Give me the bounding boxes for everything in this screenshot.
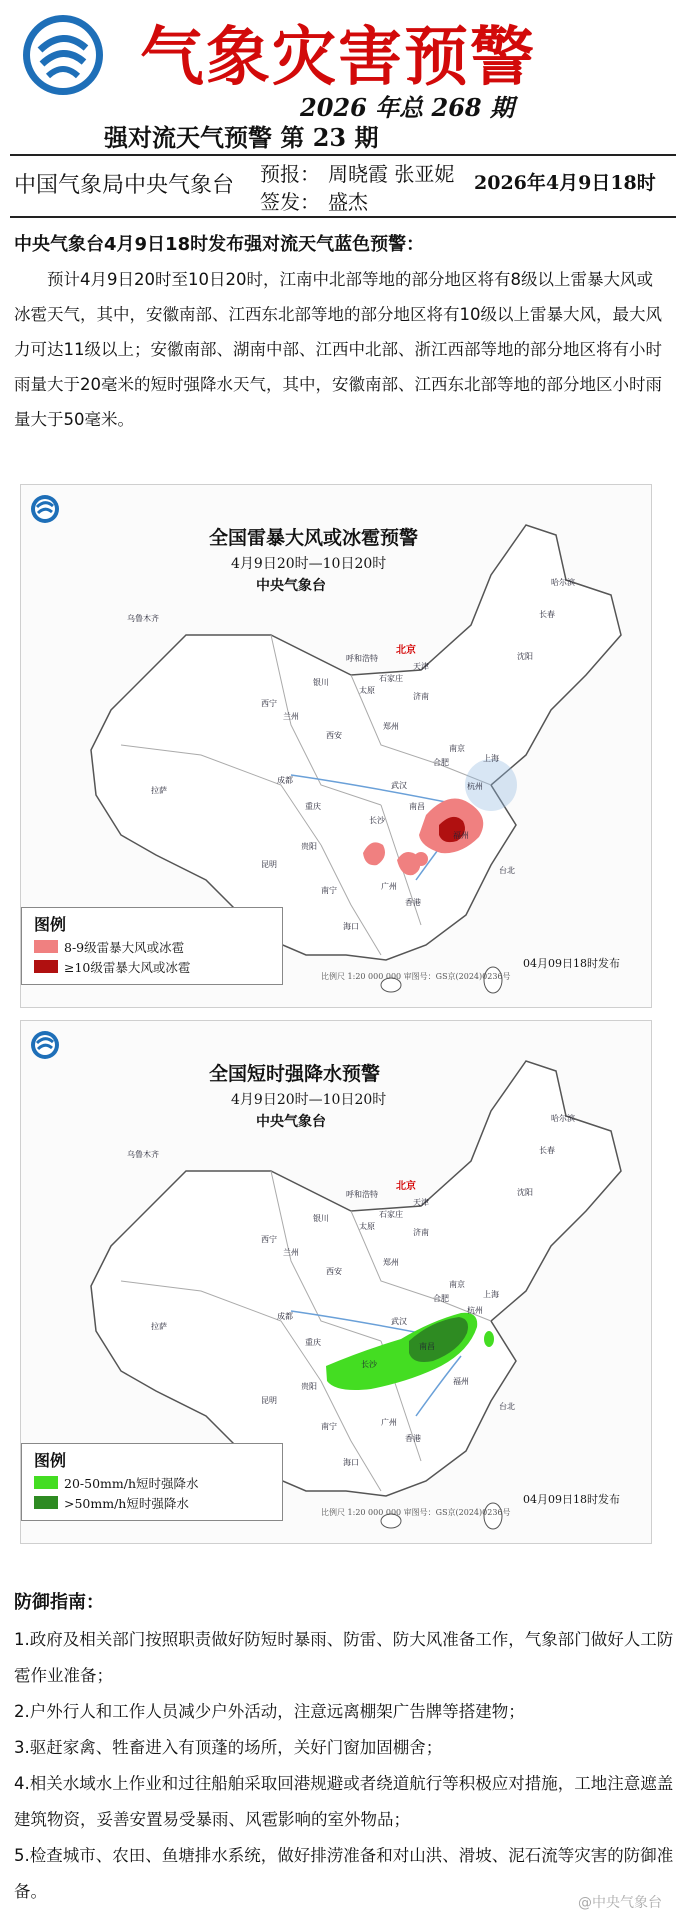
city-label: 重庆: [305, 802, 321, 811]
city-label: 拉萨: [151, 1322, 167, 1331]
city-label: 长春: [539, 1146, 555, 1155]
city-label: 海口: [343, 1458, 359, 1467]
map-legend: [21, 907, 283, 985]
city-label: 昆明: [261, 1396, 277, 1405]
city-label: 南宁: [321, 886, 337, 895]
city-label: 南昌: [409, 802, 425, 811]
thunderstorm-wind-hail-map: [20, 484, 652, 1008]
guide-item: 2.户外行人和工作人员减少户外活动，注意远离棚架广告牌等搭建物；: [14, 1702, 525, 1721]
city-label: 南京: [449, 1280, 465, 1289]
city-label: 杭州: [467, 1306, 483, 1315]
city-label: 贵阳: [301, 1382, 317, 1391]
city-label: 福州: [453, 1377, 469, 1386]
map-period: 4月9日20时—10日20时: [231, 556, 387, 572]
map-period: 4月9日20时—10日20时: [231, 1092, 387, 1108]
main-title: 气象灾害预警: [140, 20, 536, 95]
city-label: 济南: [413, 1228, 429, 1237]
map-scale-note: 比例尺 1:20 000 000 审图号：GS京(2024)0236号: [321, 972, 511, 981]
legend-title: 图例: [34, 915, 67, 934]
city-label: 广州: [381, 882, 397, 891]
legend-swatch: [34, 1496, 58, 1509]
map-legend: [21, 1443, 283, 1521]
city-label: 银川: [313, 678, 329, 687]
legend-label: 20-50mm/h短时强降水: [64, 1476, 199, 1491]
city-label: 乌鲁木齐: [127, 1150, 159, 1159]
legend-title: 图例: [34, 1451, 67, 1470]
city-label: 兰州: [283, 712, 299, 721]
header-bottom-rule: [10, 216, 676, 218]
city-label: 哈尔滨: [551, 578, 575, 587]
forecaster-label: 预报：: [260, 162, 320, 186]
defense-guide-title: 防御指南：: [14, 1592, 104, 1613]
issue-number: 2026 年总 268 期: [300, 93, 514, 122]
legend-label: ≥10级雷暴大风或冰雹: [64, 960, 191, 975]
city-label: 呼和浩特: [346, 1190, 378, 1199]
map-publish-time: 04月09日18时发布: [523, 1493, 620, 1506]
city-label: 太原: [359, 1222, 375, 1231]
map-organization: 中央气象台: [256, 578, 326, 594]
signer-label: 签发：: [260, 190, 320, 214]
city-label: 上海: [483, 754, 499, 763]
map-title: 全国短时强降水预警: [209, 1063, 381, 1085]
city-label: 贵阳: [301, 842, 317, 851]
legend-swatch: [34, 960, 58, 973]
city-label: 天津: [413, 662, 429, 671]
warning-paragraph: 预计4月9日20时至10日20时，江南中北部等地的部分地区将有8级以上雷暴大风或冰雹天气，其中，安徽南部、江西东北部等地的部分地区将有10级以上雷暴大风，最大风力可达11级以上；安徽南部、湖南中部、江西中北部、浙江西部等地的部分地区将有小时雨量大于20毫米的短时强降水天气，其中，安徽南部、江西东北部等地的部分地区小时雨量大于50毫米。: [14, 270, 662, 429]
city-label: 石家庄: [379, 1210, 403, 1219]
city-label: 南昌: [419, 1342, 435, 1351]
city-label: 银川: [313, 1214, 329, 1223]
city-label: 北京: [396, 1181, 416, 1192]
city-label: 西宁: [261, 699, 277, 708]
warning-headline: 中央气象台4月9日18时发布强对流天气蓝色预警：: [14, 234, 425, 255]
city-label: 北京: [396, 645, 416, 656]
city-label: 拉萨: [151, 786, 167, 795]
city-label: 合肥: [433, 758, 449, 767]
legend-swatch: [34, 1476, 58, 1489]
map-title: 全国雷暴大风或冰雹预警: [209, 527, 419, 549]
city-label: 太原: [359, 686, 375, 695]
city-label: 香港: [405, 898, 421, 907]
city-label: 武汉: [391, 1317, 407, 1326]
map-organization: 中央气象台: [256, 1114, 326, 1130]
city-label: 兰州: [283, 1248, 299, 1257]
city-label: 哈尔滨: [551, 1114, 575, 1123]
short-duration-rainfall-map: [20, 1020, 652, 1544]
guide-item: 1.政府及相关部门按照职责做好防短时暴雨、防雷、防大风准备工作，气象部门做好人工防雹作业准备；: [14, 1630, 674, 1685]
city-label: 长沙: [369, 816, 385, 825]
city-label: 沈阳: [517, 652, 533, 661]
city-label: 香港: [405, 1434, 421, 1443]
city-label: 乌鲁木齐: [127, 614, 159, 623]
legend-swatch: [34, 940, 58, 953]
defense-guide-list: [14, 1622, 674, 1910]
guide-item: 5.检查城市、农田、鱼塘排水系统，做好排涝准备和对山洪、滑坡、泥石流等灾害的防御准备。: [14, 1846, 674, 1901]
city-label: 西安: [326, 1267, 342, 1276]
city-label: 上海: [483, 1290, 499, 1299]
legend-label: >50mm/h短时强降水: [64, 1496, 189, 1511]
city-label: 西安: [326, 731, 342, 740]
city-label: 成都: [277, 776, 293, 785]
city-label: 广州: [381, 1418, 397, 1427]
weibo-watermark: @中央气象台: [578, 1895, 662, 1911]
city-label: 呼和浩特: [346, 654, 378, 663]
city-label: 重庆: [305, 1338, 321, 1347]
guide-item: 3.驱赶家禽、牲畜进入有顶蓬的场所，关好门窗加固棚舍；: [14, 1738, 443, 1757]
city-label: 昆明: [261, 860, 277, 869]
city-label: 长沙: [361, 1360, 377, 1369]
city-label: 长春: [539, 610, 555, 619]
map-publish-time: 04月09日18时发布: [523, 957, 620, 970]
city-label: 成都: [277, 1312, 293, 1321]
city-label: 郑州: [383, 1258, 399, 1267]
city-label: 南京: [449, 744, 465, 753]
bulletin-subtitle: 强对流天气预警 第 23 期: [104, 123, 379, 152]
city-label: 郑州: [383, 722, 399, 731]
issue-time: 2026年4月9日18时: [474, 172, 656, 194]
map-scale-note: 比例尺 1:20 000 000 审图号：GS京(2024)0236号: [321, 1508, 511, 1517]
forecaster-names: 周晓霞 张亚妮: [328, 162, 455, 186]
signer-name: 盛杰: [328, 190, 368, 214]
legend-label: 8-9级雷暴大风或冰雹: [64, 940, 185, 955]
warning-area-light-4: [414, 852, 428, 866]
city-label: 台北: [499, 1402, 515, 1411]
city-label: 济南: [413, 692, 429, 701]
city-label: 天津: [413, 1198, 429, 1207]
cma-logo: [18, 10, 108, 100]
city-label: 南宁: [321, 1422, 337, 1431]
header-top-rule: [10, 154, 676, 156]
organization: 中国气象局中央气象台: [14, 173, 235, 198]
city-label: 福州: [453, 831, 469, 840]
city-label: 沈阳: [517, 1188, 533, 1197]
city-label: 海口: [343, 922, 359, 931]
rainfall-area-light-2: [484, 1331, 494, 1347]
city-label: 西宁: [261, 1235, 277, 1244]
city-label: 杭州: [467, 782, 483, 791]
guide-item: 4.相关水域水上作业和过往船舶采取回港规避或者绕道航行等积极应对措施，工地注意遮盖建筑物资，妥善安置易受暴雨、风雹影响的室外物品；: [14, 1774, 674, 1829]
city-label: 石家庄: [379, 674, 403, 683]
city-label: 台北: [499, 866, 515, 875]
city-label: 武汉: [391, 781, 407, 790]
city-label: 合肥: [433, 1294, 449, 1303]
